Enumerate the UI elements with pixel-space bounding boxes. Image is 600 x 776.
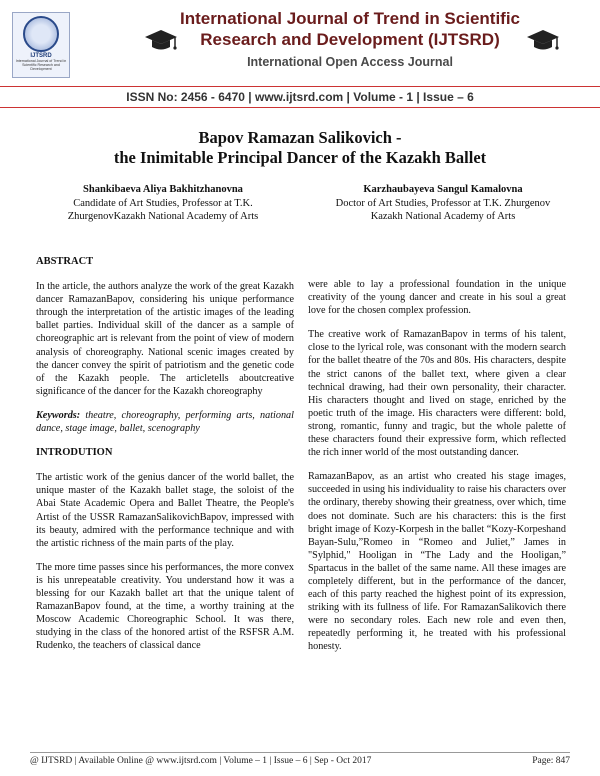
left-column (36, 255, 294, 663)
keywords (36, 409, 294, 435)
footer-citation: @ IJTSRD | Available Online @ www.ijtsrd.com | Volume – 1 | Issue – 6 | Sep - Oct 2017 (30, 756, 372, 766)
author-affiliation: Kazakh National Academy of Arts (370, 211, 516, 222)
body-paragraph-2: The creative work of RamazanBapov in terms of his talent, close to the lyrical role, was consonant with the modern search for the ballet theatre of the 70s and 80s. His characters, despite the strict canons of the ballet text, where given a clear technical drawing, had their own personality, their character. His characters thought and lived on stage, enriched by the poetic truth of the image. His characters were different: bold, strong, romantic, funny and tragic, but the whole palette of these characters found their expressive form, which reflected the rich inner world of the most outstanding dancer. (308, 329, 566, 459)
keywords-label: Keywords: (36, 409, 81, 421)
journal-title-line1: International Journal of Trend in Scientific (179, 9, 521, 28)
author-name: Shankibaeva Aliya Bakhitzhanovna (83, 184, 243, 195)
open-access-label: International Open Access Journal (247, 55, 453, 69)
journal-logo (12, 12, 70, 78)
logo-seal-icon (23, 16, 59, 52)
body-paragraph-3: RamazanBapov, as an artist who created his stage images, succeeded in using his individuality to raise his characters over the ordinary, thereby showing their greatness, over which, time does not dominate. Such are his characters: this is the first bright image of Kozy-Korpesh in the ballet “Kozy-Korpeshand Bayan-Sulu,”Romeo in “Romeo and Juliet,” James in "Sylphid," Hooligan in “The Lady and the Hooligan,” Spartacus in the ballet of the same name. All these images are completely different, but in the performance of the dancer, each of this party reached the highest point of its expression, striking with its fullness of life. For RamazanSalikovich there were no secondary roles. Each new role and even then, repeatedly performing it, he treated with his professional honesty. (308, 471, 566, 653)
abstract-text: In the article, the authors analyze the work of the great Kazakh dancer RamazanBapov, considering his unique performance through the interpretation of the artistic images of the leading ballet parties. Individual skill of the dancer as a sample of choreographic art is relevant from the point of view of modern analysis of choreography. National scenic images created by the dancer convey the spirit of patriotism and the genetic code of the Kazakh people. The articletells aboutcreative significance of the dancer for the Kazakh choreography (36, 281, 294, 397)
intro-paragraph-2: The more time passes since his performances, the more convex is his unrepeatable creativity. You understand how it was a blessing for our Kazakh ballet art that the unique talent of RamazanBapov found, at the time, a worthy training at the Moscow Academic Choreographic School. It was there, studying in the class of the honored artist of the RSFSR A.M. Rudenko, the teachers of classical dance (36, 561, 294, 652)
logo-acronym: IJTSRD (30, 53, 52, 59)
journal-header (0, 0, 600, 112)
journal-title (170, 8, 530, 50)
introduction-heading: INTRODUTION (36, 447, 113, 459)
footer-divider (30, 752, 570, 753)
author-name: Karzhaubayeva Sangul Kamalovna (363, 184, 523, 195)
page-number: Page: 847 (532, 756, 570, 766)
journal-title-line2: Research and Development (IJTSRD) (200, 30, 500, 49)
intro-paragraph-1: The artistic work of the genius dancer of the world ballet, the unique master of the Kazakh ballet stage, the soloist of the Abai State Academic Opera and Ballet Theatre, the People's Artist of the USSR RamazanSalikovichBapov, impressed with its beauty, admired with the performance technique and with the artistic richness of the main parts of the play. (36, 472, 294, 549)
paper-title-line2: the Inimitable Principal Dancer of the Kazakh Ballet (113, 148, 487, 167)
paper-title (40, 128, 560, 168)
author-block-1 (38, 183, 288, 224)
author-affiliation: Candidate of Art Studies, Professor at T.K. (73, 197, 253, 209)
body-paragraph-1: were able to lay a professional foundation in the unique creativity of the young dancer and create in his soul a great love for the chosen complex profession. (308, 279, 566, 317)
paper-title-line1: Bapov Ramazan Salikovich - (198, 128, 402, 147)
author-affiliation: Doctor of Art Studies, Professor at T.K. Zhurgenov (335, 197, 551, 209)
graduation-cap-icon (526, 28, 560, 54)
author-block-2 (318, 183, 568, 224)
abstract-heading: ABSTRACT (36, 256, 94, 267)
keywords-text: theatre, choreography, performing arts, national dance, stage image, ballet, scenography (36, 409, 294, 435)
right-column (308, 278, 566, 665)
author-affiliation: ZhurgenovKazakh National Academy of Arts (67, 211, 259, 222)
issn-bar: ISSN No: 2456 - 6470 | www.ijtsrd.com | Volume - 1 | Issue – 6 (0, 86, 600, 108)
logo-subtitle: International Journal of Trend in Scientific Research and Development (15, 59, 67, 72)
